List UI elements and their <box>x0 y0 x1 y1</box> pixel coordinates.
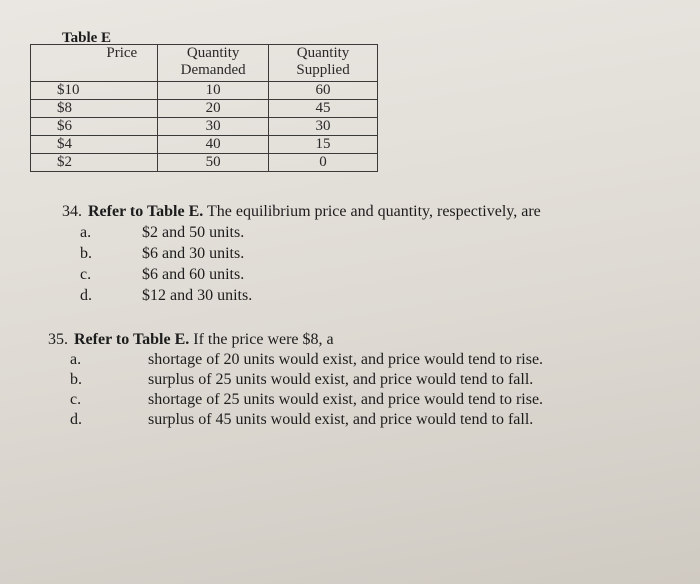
qd-cell: 20 <box>158 100 269 118</box>
header-qd-line1: Quantity <box>186 45 240 61</box>
answer-option <box>48 390 543 410</box>
option-letter: c. <box>70 391 82 408</box>
option-text: $6 and 30 units. <box>142 245 245 262</box>
qd-cell: 50 <box>158 154 269 172</box>
price-cell: $4 <box>31 136 158 154</box>
answer-option <box>48 410 543 430</box>
option-letter: a. <box>80 224 92 241</box>
option-letter: d. <box>70 411 82 428</box>
qs-cell: 60 <box>269 82 378 100</box>
answer-option <box>62 285 541 306</box>
header-quantity-supplied <box>269 45 378 82</box>
question-number: 35. <box>48 331 68 348</box>
header-qs-line1: Quantity <box>296 45 350 61</box>
price-cell: $2 <box>31 154 158 172</box>
option-text: $2 and 50 units. <box>142 224 245 241</box>
option-letter: b. <box>80 245 92 262</box>
question-lead: Refer to Table E. <box>74 331 190 348</box>
qs-cell: 45 <box>269 100 378 118</box>
table-row <box>31 100 378 118</box>
option-letter: a. <box>70 351 82 368</box>
price-cell: $8 <box>31 100 158 118</box>
header-quantity-demanded <box>158 45 269 82</box>
table-row <box>31 136 378 154</box>
question-text: If the price were $8, a <box>193 331 334 348</box>
table-row <box>31 154 378 172</box>
header-price: Price <box>31 45 158 82</box>
table-row <box>31 82 378 100</box>
question-lead: Refer to Table E. <box>88 203 204 220</box>
option-text: shortage of 25 units would exist, and price would tend to rise. <box>148 391 544 408</box>
answer-option <box>62 264 541 285</box>
option-text: surplus of 45 units would exist, and price would tend to fall. <box>148 411 534 428</box>
table-header-row <box>31 45 378 82</box>
qd-cell: 30 <box>158 118 269 136</box>
table-caption: Table E <box>62 30 112 46</box>
answer-option <box>62 243 541 264</box>
price-cell: $6 <box>31 118 158 136</box>
table-row <box>31 118 378 136</box>
header-qs-line2: Supplied <box>296 62 350 78</box>
option-letter: c. <box>80 266 92 283</box>
header-qd-line2: Demanded <box>180 62 246 78</box>
price-cell: $10 <box>31 82 158 100</box>
option-text: $6 and 60 units. <box>142 266 245 283</box>
qs-cell: 15 <box>269 136 378 154</box>
answer-option <box>62 222 541 243</box>
option-text: $12 and 30 units. <box>142 287 253 304</box>
qd-cell: 40 <box>158 136 269 154</box>
answer-option <box>48 350 543 370</box>
question-35 <box>48 329 543 430</box>
supply-demand-table <box>30 44 378 172</box>
qd-cell: 10 <box>158 82 269 100</box>
question-text: The equilibrium price and quantity, respectively, are <box>206 203 541 220</box>
option-text: shortage of 20 units would exist, and price would tend to rise. <box>148 351 544 368</box>
qs-cell: 0 <box>269 154 378 172</box>
option-letter: b. <box>70 371 82 388</box>
qs-cell: 30 <box>269 118 378 136</box>
question-stem <box>48 329 543 350</box>
option-letter: d. <box>80 287 92 304</box>
answer-option <box>48 370 543 390</box>
question-34 <box>62 201 541 306</box>
option-text: surplus of 25 units would exist, and price would tend to fall. <box>148 371 534 388</box>
question-number: 34. <box>62 203 82 220</box>
question-stem <box>62 201 541 222</box>
